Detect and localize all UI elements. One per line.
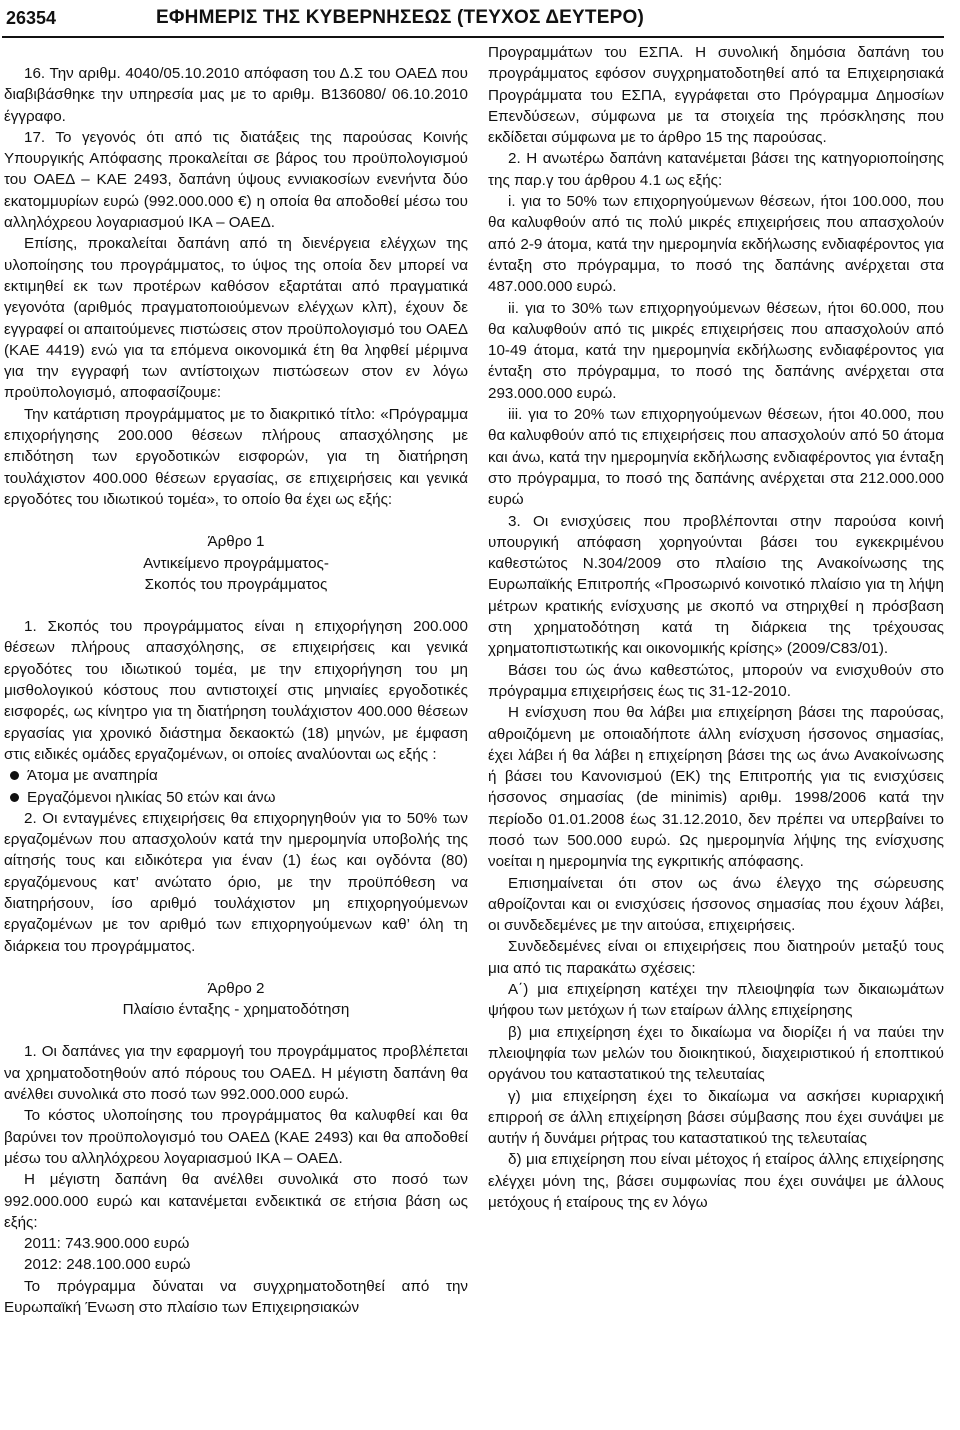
list-item-text: Άτομα με αναπηρία xyxy=(27,767,158,785)
body-columns xyxy=(2,38,944,1318)
article-1-title-line-1: Αντικείμενο προγράμματος- xyxy=(143,554,329,572)
paragraph-espa-continued: Προγραμμάτων του ΕΣΠΑ. Η συνολική δημόσια δαπάνη του προγράμματος εφόσον συγχρηματοδοτηθεί από τα Επιχειρησιακά Προγράμματα του ΕΣΠΑ, εγγράφεται στο Πρόγραμμα Δημοσίων Επενδύσεων, σύμφωνα με τα στοιχεία της πρόσκλησης που εκδίδεται σύμφωνα με το άρθρο 15 της παρούσας. xyxy=(488,44,944,147)
list-item xyxy=(4,787,468,808)
paragraph-allocation-i: i. για το 50% των επιχορηγούμενων θέσεων, ήτοι 100.000, που θα καλυφθούν από τις πολύ μικρές επιχειρήσεις που απασχολούν από 2-9 άτομα, κατά την ημερομηνία εκδήλωσης ενδιαφέροντος για ένταξη στο πρόγραμμα, το ποσό της δαπάνης ανέρχεται στα 487.000.000 ευρώ. xyxy=(488,193,944,296)
paragraph-also: Επίσης, προκαλείται δαπάνη από τη διενέργεια ελέγχων της υλοποίησης του προγράμματος, το ύψος της οποία δεν μπορεί να εκτιμηθεί εκ των προτέρων καθόσον εξαρτάται από πραγματικά γεγονότα (αριθμός πραγματοποιούμενων ελέγχων κλπ), έχουν δε εγγραφεί οι απαιτούμενες πιστώσεις στον προϋπολογισμό του ΟΑΕΔ (ΚΑΕ 4419) ενώ για τα επόμενα οικονομικά έτη θα ληφθεί μέριμνα για την εγγραφή των αντίστοιχων πιστώσεων στον εν λόγω προϋπολογισμό, αποφασίζουμε: xyxy=(4,235,468,402)
paragraph-allocation-iii: iii. για το 20% των επιχορηγούμενων θέσεων, ήτοι 40.000, που θα καλυφθούν από τις επιχειρήσεις που απασχολούν από 50 άτομα και άνω, κατά την ημερομηνία εκδήλωσης ενδιαφέροντος για ένταξη στο πρόγραμμα, το ποσό της δαπάνης ανέρχεται στα 212.000.000 ευρώ xyxy=(488,406,944,509)
paragraph-deadline: Βάσει του ώς άνω καθεστώτος, μπορούν να ενισχυθούν στο πρόγραμμα επιχειρήσεις έως τις 31-12-2010. xyxy=(488,661,944,700)
amount-2011: 2011: 743.900.000 ευρώ xyxy=(24,1235,190,1253)
article-2-paragraph-3: Η μέγιστη δαπάνη θα ανέλθει συνολικά στο ποσό των 992.000.000 ευρώ και κατανέμεται ενδεικτικά σε ετήσια βάση ως εξής: xyxy=(4,1171,468,1231)
paragraph-cumulation: Επισημαίνεται ότι στον ως άνω έλεγχο της σώρευσης αθροίζονται και οι ενισχύσεις ήσσονος σημασίας που έχουν λάβει, οι συνδεδεμένες με την αιτούσα, επιχειρήσεις. xyxy=(488,874,944,935)
paragraph-relation-d: δ) μια επιχείρηση που είναι μέτοχος ή εταίρος άλλης επιχείρησης ελέγχει μόνη της, βάσει συμφωνίας που έχει συνάψει με άλλους μετόχους ή εταίρους της εν λόγω xyxy=(488,1151,944,1212)
amount-2012: 2012: 248.100.000 ευρώ xyxy=(24,1256,191,1274)
list-item xyxy=(4,765,468,786)
publication-title: ΕΦΗΜΕΡΙΣ ΤΗΣ ΚΥΒΕΡΝΗΣΕΩΣ (ΤΕΥΧΟΣ ΔΕΥΤΕΡΟ) xyxy=(156,7,644,28)
page-number: 26354 xyxy=(6,7,57,28)
article-2-paragraph-2: Το κόστος υλοποίησης του προγράμματος θα καλυφθεί και θα βαρύνει τον προϋπολογισμό του ΟΑΕΔ (ΚΑΕ 2493) και θα αποδοθεί μέσω του αλληλόχρεου λογαριασμού ΙΚΑ – ΟΑΕΔ. xyxy=(4,1107,468,1167)
paragraph-relation-b: β) μια επιχείρηση έχει το δικαίωμα να διορίζει ή να παύει την πλειοψηφία των μελών του διοικητικού, διαχειριστικού ή εποπτικού οργάνου του καταστατικού της τελευταίας xyxy=(488,1023,944,1084)
paragraph-decision: Την κατάρτιση προγράμματος με το διακριτικό τίτλο: «Πρόγραμμα επιχορήγησης 200.000 θέσεων πλήρους απασχόλησης με επιδότηση των εργοδοτικών εισφορών, για τη διατήρηση τουλάχιστον 400.000 θέσεων εργασίας, σε επιχειρήσεις και γενικά εργοδότες του ιδιωτικού τομέα», το οποίο θα έχει ως εξής: xyxy=(4,405,468,508)
paragraph-linked-enterprises: Συνδεδεμένες είναι οι επιχειρήσεις που διατηρούν μεταξύ τους μια από τις παρακάτω σχέσεις: xyxy=(488,938,944,977)
list-item-text: Εργαζόμενοι ηλικίας 50 ετών και άνω xyxy=(27,788,276,806)
bullet-icon xyxy=(10,771,19,780)
paragraph-allocation: 2. Η ανωτέρω δαπάνη κατανέμεται βάσει της κατηγοριοποίησης της παρ.γ του άρθρου 4.1 ως εξής: xyxy=(488,150,944,189)
right-column xyxy=(478,42,944,1318)
bullet-icon xyxy=(10,793,19,802)
left-column xyxy=(2,42,468,1318)
page-header xyxy=(2,0,944,38)
paragraph-allocation-ii: ii. για το 30% των επιχορηγούμενων θέσεων, ήτοι 60.000, που θα καλυφθούν από τις μικρές επιχειρήσεις που απασχολούν από 10-49 άτομα, κατά την ημερομηνία εκδήλωσης ενδιαφέροντος για ένταξη στο πρόγραμμα, το ποσό της δαπάνης ανέρχεται στα 293.000.000 ευρώ. xyxy=(488,299,944,402)
paragraph-relation-a: Α΄) μια επιχείρηση κατέχει την πλειοψηφία των δικαιωμάτων ψήφου των μετόχων ή των εταίρων άλλης επιχείρησης xyxy=(488,981,944,1020)
article-2-title: Πλαίσιο ένταξης - χρηματοδότηση xyxy=(122,1001,350,1019)
paragraph-aid-scheme: 3. Οι ενισχύσεις που προβλέπονται στην παρούσα κοινή υπουργική απόφαση χορηγούνται βάσει του εγκεκριμένου καθεστώτος Ν.304/2009 στο πλαίσιο της Ανακοίνωσης της Ευρωπαϊκής Επιτροπής «Προσωρινό κοινοτικό πλαίσιο για τη λήψη μέτρων κρατικής ενίσχυσης με σκοπό να στηριχθεί η πρόσβαση στη χρηματοδότηση κατά τη διάρκεια της τρέχουσας χρηματοπιστωτικής και οικονομικής κρίσης» (2009/C83/01). xyxy=(488,512,944,658)
article-1-heading: Άρθρο 1 xyxy=(207,533,265,551)
paragraph-relation-c: γ) μια επιχείρηση έχει το δικαίωμα να ασκήσει κυριαρχική επιρροή σε άλλη επιχείρηση βάσει σύμβασης που έχει συνάψει με αυτήν ή δυνάμει ρήτρας του καταστατικού της τελευταίας xyxy=(488,1087,944,1148)
article-2-paragraph-4: Το πρόγραμμα δύναται να συγχρηματοδοτηθεί από την Ευρωπαϊκή Ένωση στο πλαίσιο των Επιχειρησιακών xyxy=(4,1277,468,1317)
article-2-heading: Άρθρο 2 xyxy=(207,979,265,997)
article-2-paragraph-1: 1. Οι δαπάνες για την εφαρμογή του προγράμματος προβλέπεται να χρηματοδοτηθούν από πόρους του ΟΑΕΔ. Η μέγιστη δαπάνη θα ανέλθει συνολικά στο ποσό των 992.000.000 ευρώ. xyxy=(4,1043,468,1104)
paragraph-item-16: 16. Την αριθμ. 4040/05.10.2010 απόφαση του Δ.Σ του ΟΑΕΔ που διαβιβάσθηκε την υπηρεσία μας με το αριθμ. Β136080/ 06.10.2010 έγγραφο. xyxy=(4,65,468,125)
paragraph-de-minimis: Η ενίσχυση που θα λάβει μια επιχείρηση βάσει της παρούσας, αθροιζόμενη με οποιαδήποτε άλλη ενίσχυση ήσσονος σημασίας, έχει λάβει ή θα λάβει η επιχείρηση βάσει της ως άνω Ανακοίνωσης ή βάσει του Κανονισμού (ΕΚ) της Επιτροπής για τις ενισχύσεις ήσσονος σημασίας (de minimis) αριθμ. 1998/2006 κατά την περίοδο 01.01.2008 έως 31.12.2010, δεν πρέπει να υπερβαίνει το ποσό των 500.000 ευρώ. Ως ημερομηνία λήψης της ενίσχυσης νοείται η ημερομηνία της εγκριτικής απόφασης. xyxy=(488,704,944,871)
article-1-paragraph-2: 2. Οι ενταγμένες επιχειρήσεις θα επιχορηγηθούν για το 50% των εργαζομένων που απασχολούν κατά την ημερομηνία υποβολής της αίτησής τους και ειδικότερα για έναν (1) έως και ογδόντα (80) εργαζόμενους κατ’ ανώτατο όριο, με την προϋπόθεση να διατηρήσουν, ίσο αριθμό τουλάχιστον μη επιχορηγούμενων εργαζομένων με τον αριθμό των επιχορηγούμενων καθ’ όλη τη διάρκεια του προγράμματος. xyxy=(4,809,468,955)
article-1-paragraph-1: 1. Σκοπός του προγράμματος είναι η επιχορήγηση 200.000 θέσεων πλήρους απασχόλησης, σε επιχειρήσεις και γενικά εργοδότες του ιδιωτικού τομέα, με την επιχορήγηση του μη μισθολογικού κόστους που αντιστοιχεί στις μηνιαίες εργοδοτικές εισφορές, ως κίνητρο για τη διατήρηση τουλάχιστον 400.000 θέσεων εργασίας για χρονικό διάστημα δεκαοκτώ (18) μηνών, με έμφαση στις ειδικές ομάδες εργαζομένων, οι οποίες αναλύονται ως εξής : xyxy=(4,618,468,763)
article-1-title-line-2: Σκοπός του προγράμματος xyxy=(144,575,328,593)
paragraph-item-17: 17. Το γεγονός ότι από τις διατάξεις της παρούσας Κοινής Υπουργικής Απόφασης προκαλείται σε βάρος του προϋπολογισμού του ΟΑΕΔ – ΚΑΕ 2493, δαπάνη ύψους εννιακοσίων ενενήντα δύο εκατομμυρίων ευρώ (992.000.000 €) η οποία θα αποδοθεί μέσω του αλληλόχρεου λογαριασμού ΙΚΑ – ΟΑΕΔ. xyxy=(4,128,468,232)
